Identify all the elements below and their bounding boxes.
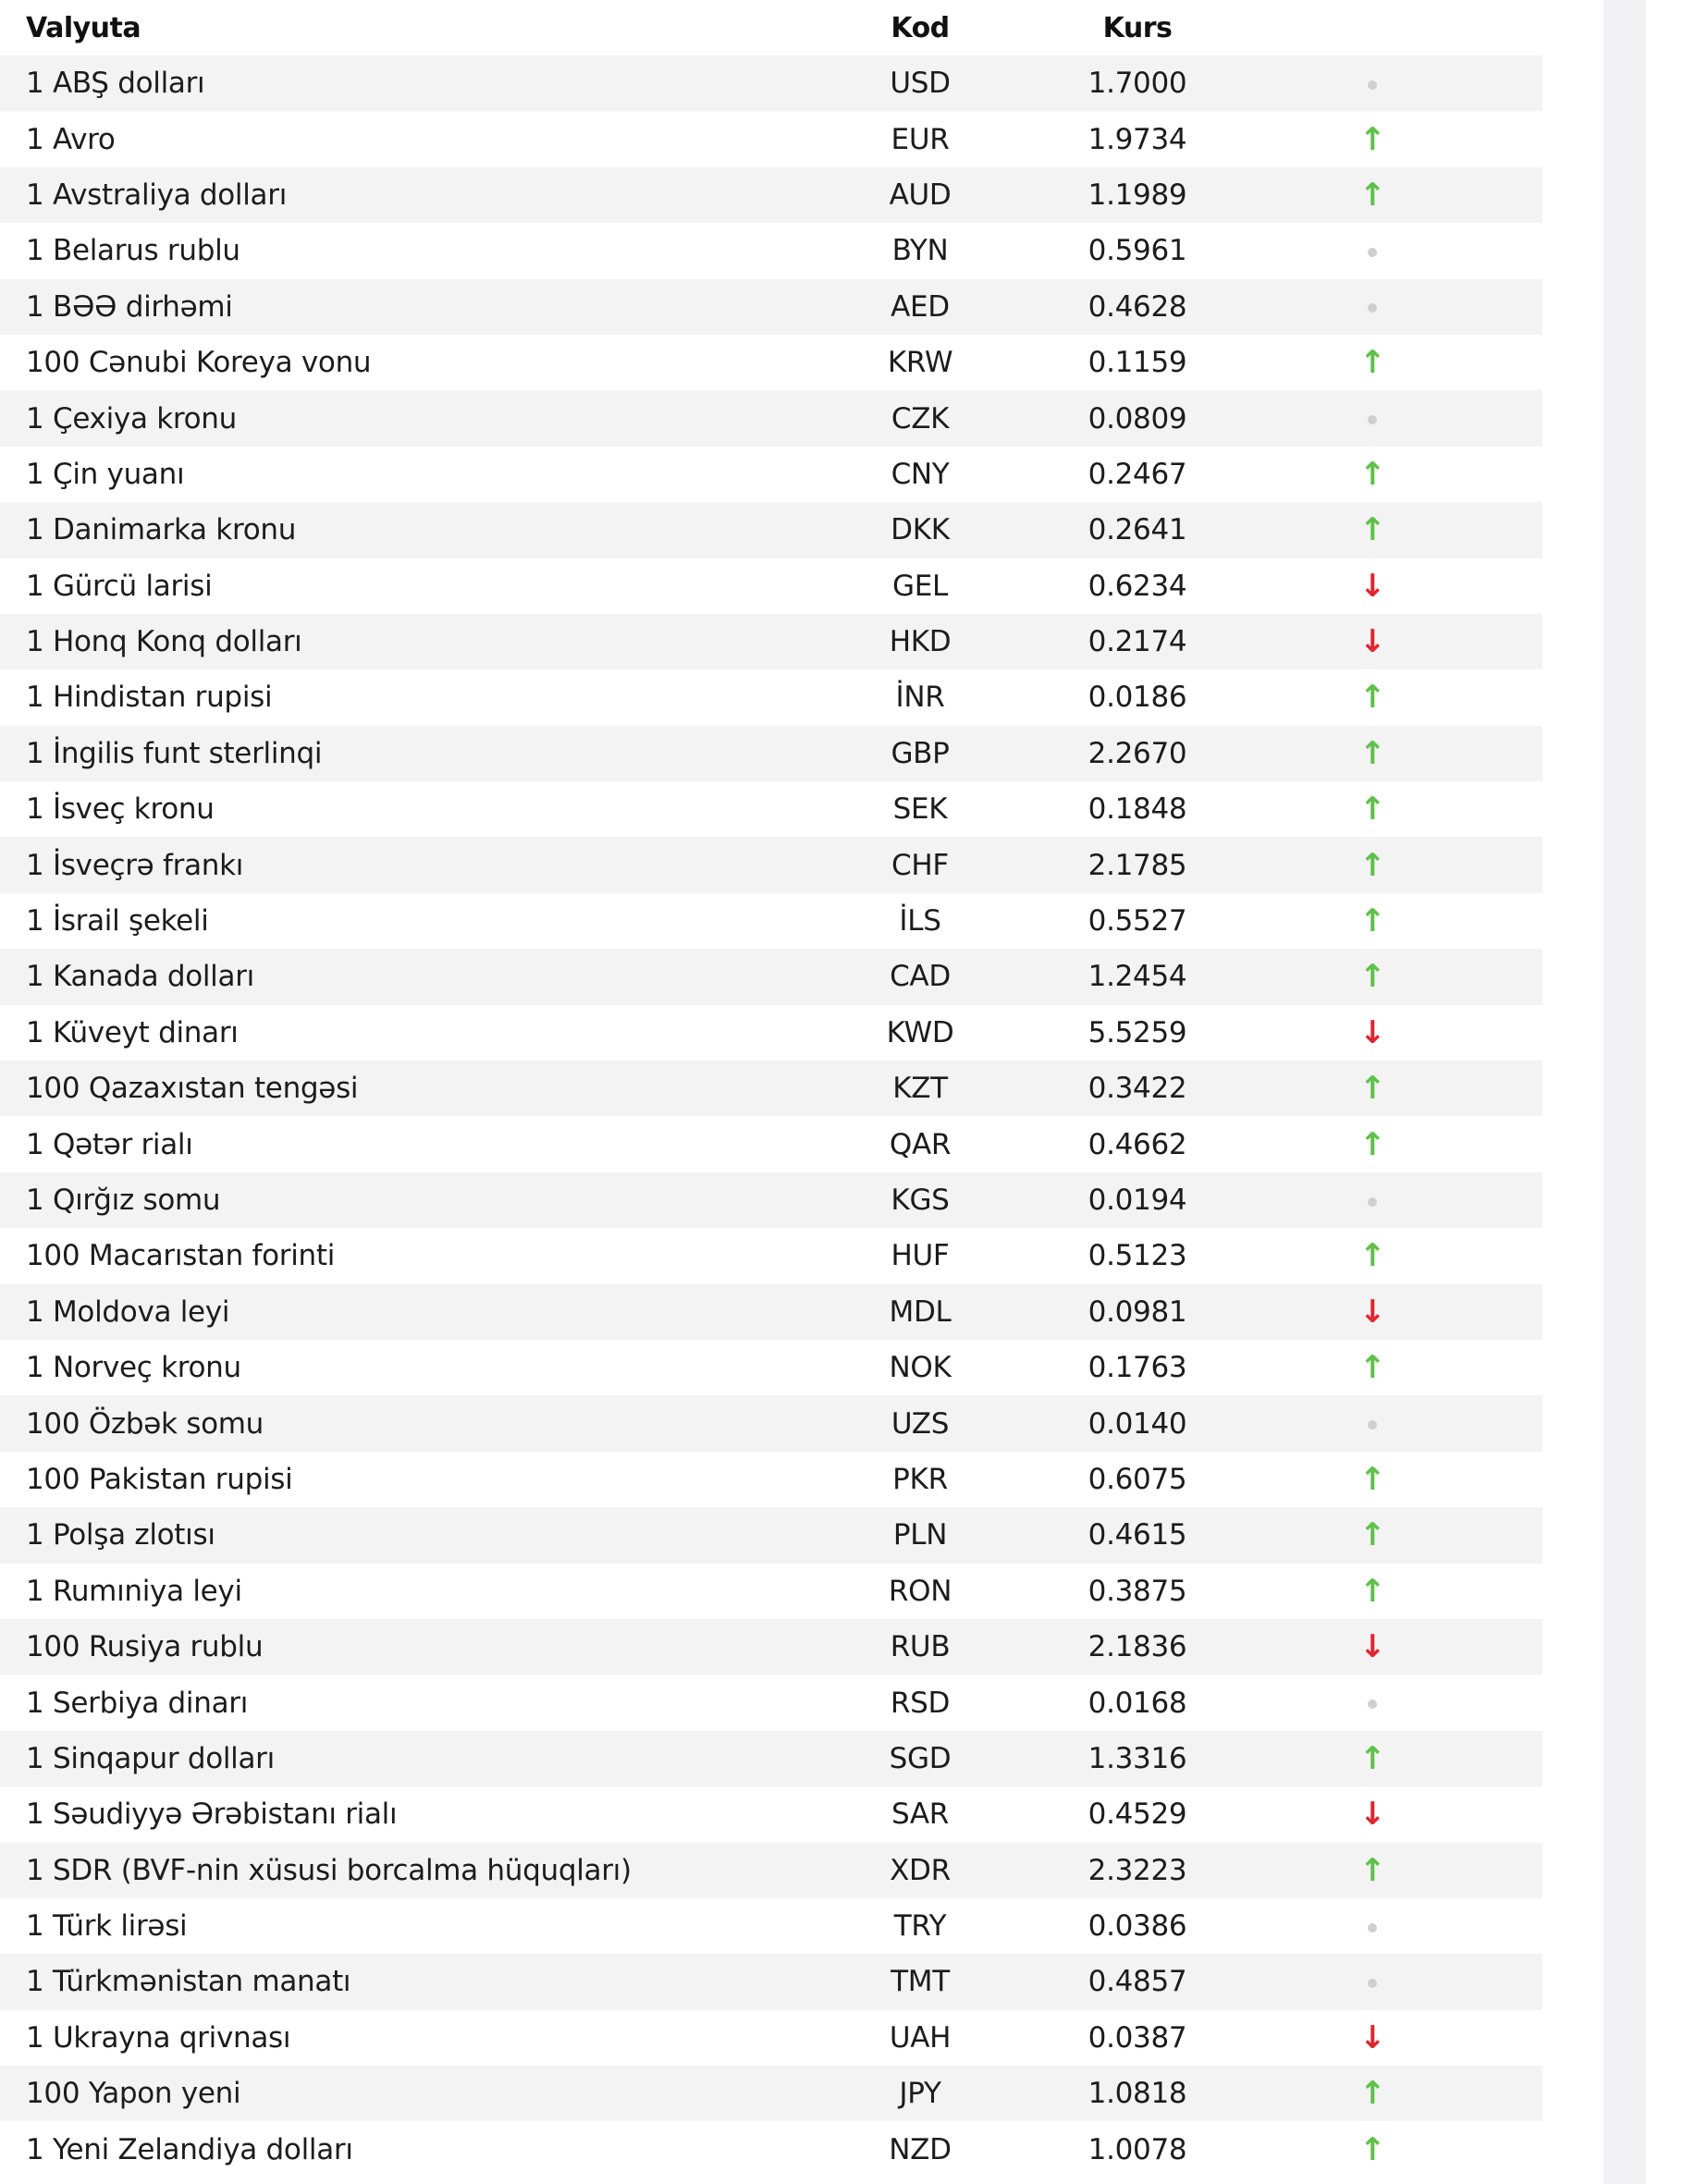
table-row — [0, 1843, 1542, 1898]
currency-name: 1 BƏƏ dirhəmi — [0, 279, 842, 335]
trend-cell — [1276, 2010, 1542, 2066]
trend-cell — [1276, 1786, 1542, 1842]
currency-code: HUF — [842, 1228, 999, 1283]
currency-code: SGD — [842, 1731, 999, 1786]
trend-cell — [1276, 726, 1542, 781]
currency-code: İLS — [842, 893, 999, 949]
currency-name: 1 ABŞ dolları — [0, 55, 842, 111]
dot-icon — [1368, 303, 1377, 313]
currency-name: 1 Belarus rublu — [0, 223, 842, 278]
currency-code: KWD — [842, 1005, 999, 1061]
currency-name: 100 Macarıstan forinti — [0, 1228, 842, 1283]
currency-code: UZS — [842, 1395, 999, 1451]
currency-name: 1 İsveç kronu — [0, 781, 842, 837]
exchange-rate: 0.2641 — [999, 502, 1276, 558]
exchange-rate: 0.2174 — [999, 614, 1276, 669]
table-row — [0, 2066, 1542, 2121]
currency-name: 1 Polşa zlotısı — [0, 1507, 842, 1563]
exchange-rate: 0.0387 — [999, 2010, 1276, 2066]
arrow-up-icon: ↑ — [1358, 1070, 1386, 1108]
arrow-up-icon: ↑ — [1358, 1460, 1386, 1498]
currency-name: 1 Avstraliya dolları — [0, 167, 842, 223]
currency-code: EUR — [842, 111, 999, 166]
trend-cell — [1276, 279, 1542, 335]
arrow-up-icon: ↑ — [1358, 120, 1386, 158]
currency-code: TRY — [842, 1898, 999, 1954]
dot-icon — [1368, 80, 1377, 90]
table-row — [0, 1395, 1542, 1451]
table-row — [0, 111, 1542, 166]
exchange-rate: 0.5527 — [999, 893, 1276, 949]
table-row — [0, 390, 1542, 446]
trend-cell — [1276, 1954, 1542, 2009]
currency-code: GEL — [842, 558, 999, 614]
dot-icon — [1368, 415, 1377, 424]
trend-cell — [1276, 1061, 1542, 1116]
trend-cell — [1276, 55, 1542, 111]
currency-code: RSD — [842, 1675, 999, 1730]
table-row — [0, 1731, 1542, 1786]
exchange-rate: 1.7000 — [999, 55, 1276, 111]
trend-cell — [1276, 502, 1542, 558]
table-row — [0, 1898, 1542, 1954]
table-row — [0, 781, 1542, 837]
trend-cell — [1276, 1340, 1542, 1395]
exchange-rate: 1.3316 — [999, 1731, 1276, 1786]
table-row — [0, 167, 1542, 223]
exchange-rate: 0.1159 — [999, 335, 1276, 390]
currency-name: 1 Türkmənistan manatı — [0, 1954, 842, 2009]
currency-name: 1 İsveçrə frankı — [0, 837, 842, 892]
currency-name: 100 Yapon yeni — [0, 2066, 842, 2121]
arrow-up-icon: ↑ — [1358, 1237, 1386, 1275]
table-row — [0, 1172, 1542, 1228]
page-edge — [1646, 0, 1696, 2184]
table-row — [0, 2121, 1542, 2177]
arrow-up-icon: ↑ — [1358, 1125, 1386, 1163]
currency-code: AUD — [842, 167, 999, 223]
currency-code: USD — [842, 55, 999, 111]
exchange-rate: 2.1836 — [999, 1619, 1276, 1675]
currency-name: 1 Çin yuanı — [0, 447, 842, 502]
currency-name: 1 Gürcü larisi — [0, 558, 842, 614]
exchange-rate: 2.2670 — [999, 726, 1276, 781]
currency-name: 1 Sinqapur dolları — [0, 1731, 842, 1786]
exchange-rate: 1.0078 — [999, 2121, 1276, 2177]
exchange-rate: 0.0194 — [999, 1172, 1276, 1228]
table-row — [0, 1619, 1542, 1675]
trend-cell — [1276, 1675, 1542, 1730]
currency-code: KRW — [842, 335, 999, 390]
trend-cell — [1276, 111, 1542, 166]
trend-cell — [1276, 1172, 1542, 1228]
currency-code: İNR — [842, 669, 999, 725]
exchange-rate: 0.4529 — [999, 1786, 1276, 1842]
exchange-rate: 0.0386 — [999, 1898, 1276, 1954]
currency-code: JPY — [842, 2066, 999, 2121]
currency-code: CNY — [842, 447, 999, 502]
trend-cell — [1276, 1284, 1542, 1340]
arrow-up-icon: ↑ — [1358, 511, 1386, 549]
currency-name: 100 Qazaxıstan tengəsi — [0, 1061, 842, 1116]
arrow-up-icon: ↑ — [1358, 791, 1386, 828]
exchange-rate: 0.0809 — [999, 390, 1276, 446]
currency-code: NZD — [842, 2121, 999, 2177]
table-header — [0, 0, 1542, 55]
dot-icon — [1368, 248, 1377, 257]
table-body — [0, 55, 1542, 2178]
arrow-up-icon: ↑ — [1358, 958, 1386, 996]
arrow-down-icon: ↓ — [1358, 1013, 1386, 1051]
currency-name: 1 Türk lirəsi — [0, 1898, 842, 1954]
exchange-rate: 0.6234 — [999, 558, 1276, 614]
exchange-rate: 2.3223 — [999, 1843, 1276, 1898]
trend-cell — [1276, 1116, 1542, 1172]
trend-cell — [1276, 390, 1542, 446]
currency-code: UAH — [842, 2010, 999, 2066]
currency-code: PLN — [842, 1507, 999, 1563]
exchange-rate: 0.1848 — [999, 781, 1276, 837]
currency-code: QAR — [842, 1116, 999, 1172]
trend-cell — [1276, 949, 1542, 1004]
dot-icon — [1368, 1923, 1377, 1932]
trend-cell — [1276, 2121, 1542, 2177]
table-row — [0, 502, 1542, 558]
trend-cell — [1276, 1452, 1542, 1507]
currency-code: CHF — [842, 837, 999, 892]
table-row — [0, 1675, 1542, 1730]
header-trend — [1276, 0, 1542, 55]
currency-name: 1 Danimarka kronu — [0, 502, 842, 558]
currency-name: 1 SDR (BVF-nin xüsusi borcalma hüquqları) — [0, 1843, 842, 1898]
arrow-up-icon: ↑ — [1358, 734, 1386, 772]
currency-name: 1 Honq Konq dolları — [0, 614, 842, 669]
trend-cell — [1276, 167, 1542, 223]
currency-code: SEK — [842, 781, 999, 837]
trend-cell — [1276, 669, 1542, 725]
arrow-down-icon: ↓ — [1358, 1796, 1386, 1834]
currency-name: 1 Səudiyyə Ərəbistanı rialı — [0, 1786, 842, 1842]
currency-code: SAR — [842, 1786, 999, 1842]
exchange-rate: 2.1785 — [999, 837, 1276, 892]
table-row — [0, 447, 1542, 502]
currency-name: 1 Rumıniya leyi — [0, 1564, 842, 1619]
currency-name: 100 Cənubi Koreya vonu — [0, 335, 842, 390]
trend-cell — [1276, 1898, 1542, 1954]
header-rate: Kurs — [1102, 11, 1173, 44]
table-row — [0, 223, 1542, 278]
dot-icon — [1368, 1979, 1377, 1988]
arrow-down-icon: ↓ — [1358, 623, 1386, 661]
trend-cell — [1276, 781, 1542, 837]
currency-code: RON — [842, 1564, 999, 1619]
trend-cell — [1276, 335, 1542, 390]
header-currency: Valyuta — [26, 11, 141, 44]
currency-name: 1 Kanada dolları — [0, 949, 842, 1004]
right-gutter — [1542, 0, 1604, 2184]
trend-cell — [1276, 1228, 1542, 1283]
exchange-rate: 0.0140 — [999, 1395, 1276, 1451]
exchange-rate: 1.0818 — [999, 2066, 1276, 2121]
trend-cell — [1276, 837, 1542, 892]
arrow-up-icon: ↑ — [1358, 1851, 1386, 1889]
table-row — [0, 1284, 1542, 1340]
table-row — [0, 279, 1542, 335]
currency-name: 1 Avro — [0, 111, 842, 166]
exchange-rate: 0.2467 — [999, 447, 1276, 502]
arrow-up-icon: ↑ — [1358, 1739, 1386, 1777]
exchange-rate: 5.5259 — [999, 1005, 1276, 1061]
trend-cell — [1276, 2066, 1542, 2121]
trend-cell — [1276, 1507, 1542, 1563]
table-row — [0, 893, 1542, 949]
arrow-up-icon: ↑ — [1358, 1572, 1386, 1610]
currency-name: 1 Moldova leyi — [0, 1284, 842, 1340]
table-row — [0, 558, 1542, 614]
exchange-rate: 0.4662 — [999, 1116, 1276, 1172]
table-row — [0, 1228, 1542, 1283]
table-row — [0, 1786, 1542, 1842]
trend-cell — [1276, 1619, 1542, 1675]
currency-name: 1 Küveyt dinarı — [0, 1005, 842, 1061]
arrow-up-icon: ↑ — [1358, 1516, 1386, 1554]
currency-code: TMT — [842, 1954, 999, 2009]
currency-name: 1 Yeni Zelandiya dolları — [0, 2121, 842, 2177]
exchange-rate: 0.3422 — [999, 1061, 1276, 1116]
currency-name: 1 Ukrayna qrivnası — [0, 2010, 842, 2066]
exchange-rate: 0.4857 — [999, 1954, 1276, 2009]
exchange-rate: 0.1763 — [999, 1340, 1276, 1395]
table-row — [0, 1954, 1542, 2009]
trend-cell — [1276, 1395, 1542, 1451]
currency-name: 1 İsrail şekeli — [0, 893, 842, 949]
arrow-down-icon: ↓ — [1358, 1293, 1386, 1331]
currency-code: MDL — [842, 1284, 999, 1340]
trend-cell — [1276, 223, 1542, 278]
currency-code: GBP — [842, 726, 999, 781]
table-row — [0, 335, 1542, 390]
dot-icon — [1368, 1420, 1377, 1429]
trend-cell — [1276, 893, 1542, 949]
currency-name: 100 Özbək somu — [0, 1395, 842, 1451]
table-row — [0, 614, 1542, 669]
exchange-rate: 0.6075 — [999, 1452, 1276, 1507]
table-row — [0, 55, 1542, 111]
dot-icon — [1368, 1197, 1377, 1207]
trend-cell — [1276, 1731, 1542, 1786]
table-row — [0, 2010, 1542, 2066]
trend-cell — [1276, 447, 1542, 502]
exchange-rate: 1.9734 — [999, 111, 1276, 166]
table-row — [0, 1340, 1542, 1395]
currency-code: PKR — [842, 1452, 999, 1507]
arrow-up-icon: ↑ — [1358, 846, 1386, 884]
currency-code: BYN — [842, 223, 999, 278]
exchange-rate: 0.5961 — [999, 223, 1276, 278]
exchange-rate: 0.3875 — [999, 1564, 1276, 1619]
currency-name: 100 Pakistan rupisi — [0, 1452, 842, 1507]
arrow-down-icon: ↓ — [1358, 567, 1386, 605]
currency-code: NOK — [842, 1340, 999, 1395]
table-row — [0, 669, 1542, 725]
table-row — [0, 1564, 1542, 1619]
currency-name: 1 Hindistan rupisi — [0, 669, 842, 725]
arrow-down-icon: ↓ — [1358, 1628, 1386, 1666]
arrow-up-icon: ↑ — [1358, 344, 1386, 382]
table-row — [0, 726, 1542, 781]
trend-cell — [1276, 1005, 1542, 1061]
currency-name: 1 Qırğız somu — [0, 1172, 842, 1228]
currency-code: KZT — [842, 1061, 999, 1116]
currency-name: 1 Çexiya kronu — [0, 390, 842, 446]
table-row — [0, 1005, 1542, 1061]
trend-cell — [1276, 1564, 1542, 1619]
trend-cell — [1276, 558, 1542, 614]
table-row — [0, 1452, 1542, 1507]
exchange-rate: 0.0981 — [999, 1284, 1276, 1340]
currency-code: AED — [842, 279, 999, 335]
table-row — [0, 1507, 1542, 1563]
header-code: Kod — [891, 11, 950, 44]
currency-code: XDR — [842, 1843, 999, 1898]
table-row — [0, 837, 1542, 892]
currency-name: 100 Rusiya rublu — [0, 1619, 842, 1675]
table-row — [0, 1116, 1542, 1172]
trend-cell — [1276, 1843, 1542, 1898]
exchange-rate: 0.4628 — [999, 279, 1276, 335]
arrow-up-icon: ↑ — [1358, 679, 1386, 717]
currency-code: DKK — [842, 502, 999, 558]
arrow-up-icon: ↑ — [1358, 902, 1386, 940]
exchange-rate: 0.0168 — [999, 1675, 1276, 1730]
currency-name: 1 Qətər rialı — [0, 1116, 842, 1172]
currency-code: RUB — [842, 1619, 999, 1675]
exchange-rate: 0.0186 — [999, 669, 1276, 725]
currency-code: CAD — [842, 949, 999, 1004]
table-row — [0, 1061, 1542, 1116]
table-row — [0, 949, 1542, 1004]
arrow-up-icon: ↑ — [1358, 2075, 1386, 2113]
arrow-up-icon: ↑ — [1358, 2130, 1386, 2168]
arrow-up-icon: ↑ — [1358, 1349, 1386, 1387]
currency-name: 1 Serbiya dinarı — [0, 1675, 842, 1730]
sidebar-strip — [1604, 0, 1646, 2184]
header-row — [0, 0, 1542, 55]
currency-code: CZK — [842, 390, 999, 446]
arrow-up-icon: ↑ — [1358, 176, 1386, 214]
trend-cell — [1276, 614, 1542, 669]
exchange-rate: 0.5123 — [999, 1228, 1276, 1283]
dot-icon — [1368, 1699, 1377, 1709]
currency-code: KGS — [842, 1172, 999, 1228]
arrow-down-icon: ↓ — [1358, 2018, 1386, 2056]
exchange-rate: 0.4615 — [999, 1507, 1276, 1563]
currency-code: HKD — [842, 614, 999, 669]
currency-name: 1 Norveç kronu — [0, 1340, 842, 1395]
exchange-rate: 1.1989 — [999, 167, 1276, 223]
currency-name: 1 İngilis funt sterlinqi — [0, 726, 842, 781]
exchange-rate: 1.2454 — [999, 949, 1276, 1004]
arrow-up-icon: ↑ — [1358, 455, 1386, 493]
